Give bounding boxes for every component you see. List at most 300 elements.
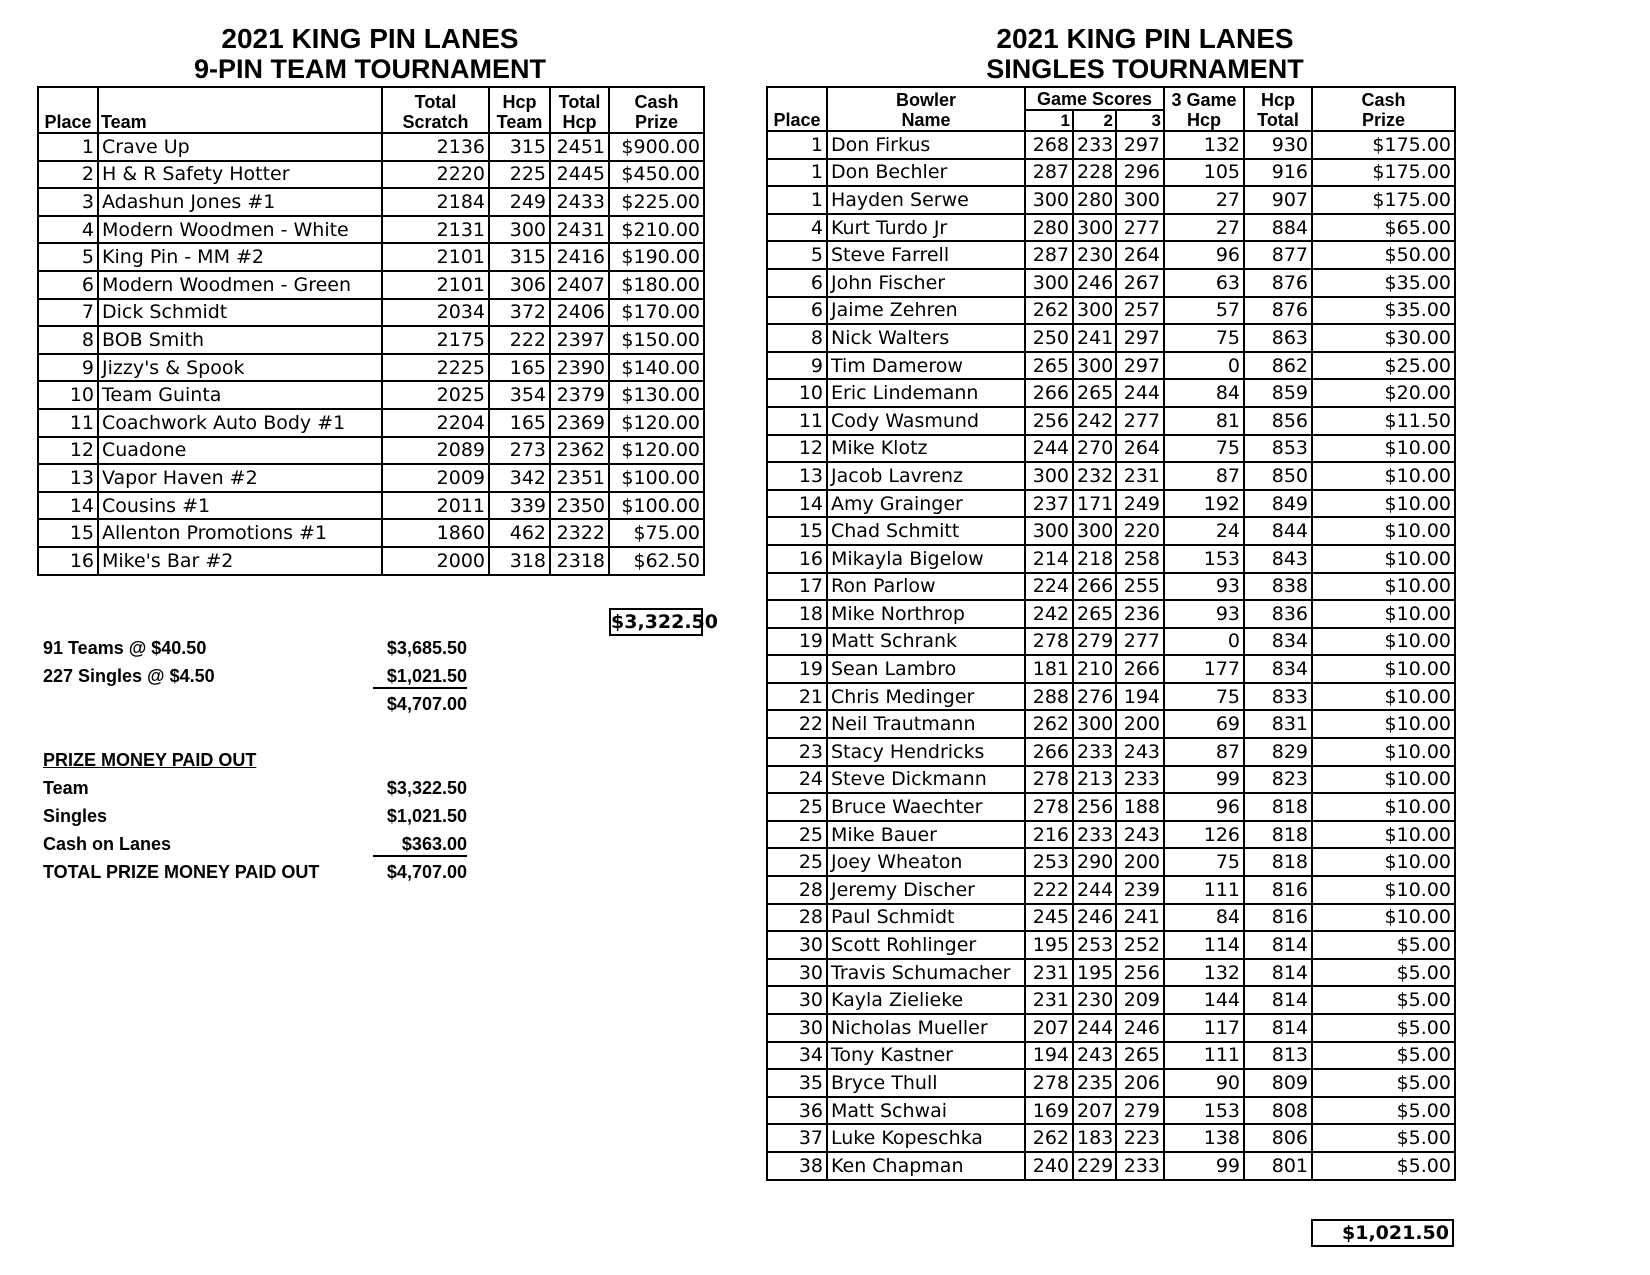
singles-cell-prize: $10.00 [1312,766,1455,794]
singles-cell-g2: 300 [1073,297,1116,325]
singles-cell-place: 6 [767,297,827,325]
team-cell-scratch: 2000 [382,547,489,575]
singles-row [767,131,1455,159]
singles-cell-prize: $10.00 [1312,710,1455,738]
team-cell-team: H & R Safety Hotter [98,161,382,189]
singles-cell-place: 37 [767,1124,827,1152]
team-cell-prize: $120.00 [609,409,704,437]
singles-cell-g2: 195 [1073,959,1116,987]
singles-cell-g3: 300 [1116,186,1164,214]
singles-cell-g2: 300 [1073,710,1116,738]
singles-cell-g1: 300 [1025,186,1073,214]
team-cell-team: Cuadone [98,437,382,465]
singles-cell-name: Ron Parlow [827,573,1025,601]
singles-cell-g1: 231 [1025,986,1073,1014]
singles-cell-g1: 214 [1025,545,1073,573]
singles-cell-g1: 287 [1025,159,1073,187]
singles-cell-hcp: 132 [1164,131,1244,159]
singles-row [767,793,1455,821]
singles-cell-hcp: 24 [1164,517,1244,545]
singles-cell-g2: 265 [1073,379,1116,407]
singles-cell-place: 30 [767,986,827,1014]
team-cell-total: 2369 [550,409,609,437]
singles-cell-prize: $5.00 [1312,1069,1455,1097]
singles-row [767,959,1455,987]
singles-cell-name: Mikayla Bigelow [827,545,1025,573]
team-cell-hcp: 273 [489,437,550,465]
singles-cell-prize: $175.00 [1312,186,1455,214]
singles-cell-hcp: 105 [1164,159,1244,187]
singles-header-cash: Cash Prize [1312,87,1455,131]
singles-cell-g3: 297 [1116,131,1164,159]
summary-singles2-label: Singles [43,806,108,826]
singles-row [767,159,1455,187]
singles-cell-place: 25 [767,793,827,821]
singles-cell-place: 30 [767,959,827,987]
singles-cell-hcp: 111 [1164,876,1244,904]
singles-cell-g2: 218 [1073,545,1116,573]
singles-cell-prize: $10.00 [1312,655,1455,683]
team-cell-team: Team Guinta [98,381,382,409]
singles-cell-hcp: 87 [1164,738,1244,766]
singles-cell-g1: 207 [1025,1014,1073,1042]
singles-cell-g3: 257 [1116,297,1164,325]
singles-cell-g2: 233 [1073,738,1116,766]
team-cell-total: 2351 [550,464,609,492]
team-cell-total: 2407 [550,271,609,299]
singles-cell-g3: 220 [1116,517,1164,545]
singles-cell-prize: $5.00 [1312,1042,1455,1070]
singles-cell-total: 834 [1244,628,1312,656]
singles-cell-prize: $65.00 [1312,214,1455,242]
singles-cell-total: 816 [1244,904,1312,932]
singles-cell-total: 844 [1244,517,1312,545]
team-cell-place: 8 [38,326,98,354]
team-cell-scratch: 2220 [382,161,489,189]
singles-cell-g1: 266 [1025,738,1073,766]
singles-cell-g2: 266 [1073,573,1116,601]
singles-cell-g1: 300 [1025,517,1073,545]
singles-cell-g1: 195 [1025,931,1073,959]
singles-cell-place: 25 [767,848,827,876]
singles-title-line1: 2021 KING PIN LANES [996,23,1294,54]
singles-cell-g1: 222 [1025,876,1073,904]
team-cell-scratch: 2011 [382,492,489,520]
singles-cell-hcp: 63 [1164,269,1244,297]
team-cell-hcp: 339 [489,492,550,520]
team-row [38,464,704,492]
singles-cell-place: 5 [767,241,827,269]
singles-cell-total: 814 [1244,986,1312,1014]
team-cell-prize: $120.00 [609,437,704,465]
singles-cell-hcp: 153 [1164,1097,1244,1125]
singles-cell-name: Travis Schumacher [827,959,1025,987]
team-title [130,24,610,84]
singles-cell-name: Neil Trautmann [827,710,1025,738]
singles-cell-prize: $175.00 [1312,131,1455,159]
singles-cell-g2: 229 [1073,1152,1116,1180]
singles-cell-g3: 264 [1116,241,1164,269]
singles-cell-name: Steve Farrell [827,241,1025,269]
singles-cell-total: 856 [1244,407,1312,435]
singles-row [767,573,1455,601]
singles-cell-hcp: 57 [1164,297,1244,325]
singles-cell-hcp: 69 [1164,710,1244,738]
team-cell-prize: $150.00 [609,326,704,354]
singles-cell-place: 1 [767,131,827,159]
singles-cell-g3: 246 [1116,1014,1164,1042]
singles-cell-total: 850 [1244,462,1312,490]
singles-cell-g3: 249 [1116,490,1164,518]
team-cell-prize: $225.00 [609,188,704,216]
singles-row [767,904,1455,932]
singles-cell-hcp: 75 [1164,435,1244,463]
team-cell-prize: $62.50 [609,547,704,575]
summary-team-label: Team [43,778,89,798]
singles-cell-hcp: 75 [1164,848,1244,876]
singles-cell-prize: $5.00 [1312,1152,1455,1180]
team-cell-total: 2390 [550,354,609,382]
singles-cell-place: 16 [767,545,827,573]
team-cell-total: 2350 [550,492,609,520]
singles-row [767,1069,1455,1097]
singles-cell-place: 18 [767,600,827,628]
singles-cell-hcp: 75 [1164,324,1244,352]
singles-cell-hcp: 96 [1164,793,1244,821]
singles-cell-place: 17 [767,573,827,601]
singles-row [767,435,1455,463]
singles-cell-prize: $10.00 [1312,462,1455,490]
singles-row [767,931,1455,959]
singles-cell-hcp: 144 [1164,986,1244,1014]
singles-cell-g3: 243 [1116,821,1164,849]
singles-cell-g3: 231 [1116,462,1164,490]
singles-cell-prize: $20.00 [1312,379,1455,407]
singles-cell-name: Jeremy Discher [827,876,1025,904]
singles-cell-place: 28 [767,876,827,904]
singles-cell-g2: 230 [1073,986,1116,1014]
team-cell-team: Jizzy's & Spook [98,354,382,382]
singles-cell-name: Tony Kastner [827,1042,1025,1070]
singles-cell-place: 4 [767,214,827,242]
singles-cell-name: Paul Schmidt [827,904,1025,932]
singles-cell-hcp: 192 [1164,490,1244,518]
team-cell-hcp: 165 [489,409,550,437]
singles-cell-total: 818 [1244,821,1312,849]
team-table [37,86,705,576]
singles-cell-total: 831 [1244,710,1312,738]
singles-cell-place: 25 [767,821,827,849]
singles-cell-g1: 194 [1025,1042,1073,1070]
singles-row [767,655,1455,683]
team-cell-scratch: 2204 [382,409,489,437]
singles-cell-hcp: 81 [1164,407,1244,435]
team-header-place: Place [38,87,98,133]
singles-cell-place: 36 [767,1097,827,1125]
summary-singles2-value: $1,021.50 [386,806,467,826]
singles-cell-hcp: 96 [1164,241,1244,269]
team-cell-prize: $190.00 [609,243,704,271]
singles-cell-total: 849 [1244,490,1312,518]
team-cell-prize: $180.00 [609,271,704,299]
singles-cell-name: Luke Kopeschka [827,1124,1025,1152]
singles-cell-prize: $5.00 [1312,959,1455,987]
singles-header-place: Place [767,87,827,131]
singles-row [767,545,1455,573]
singles-cell-g1: 288 [1025,683,1073,711]
singles-cell-g2: 242 [1073,407,1116,435]
singles-cell-place: 1 [767,186,827,214]
singles-cell-prize: $10.00 [1312,738,1455,766]
team-cell-hcp: 165 [489,354,550,382]
team-cell-place: 14 [38,492,98,520]
summary [43,638,503,898]
singles-cell-hcp: 114 [1164,931,1244,959]
singles-cell-total: 876 [1244,269,1312,297]
singles-row [767,848,1455,876]
singles-cell-g3: 233 [1116,766,1164,794]
team-cell-place: 13 [38,464,98,492]
singles-cell-g3: 239 [1116,876,1164,904]
singles-cell-g1: 181 [1025,655,1073,683]
team-row [38,161,704,189]
team-cell-prize: $75.00 [609,519,704,547]
team-row [38,547,704,575]
singles-cell-g3: 188 [1116,793,1164,821]
singles-cell-g2: 233 [1073,131,1116,159]
singles-header-hcp3: 3 Game Hcp [1164,87,1244,131]
singles-cell-g3: 256 [1116,959,1164,987]
team-cell-scratch: 2089 [382,437,489,465]
singles-row [767,1097,1455,1125]
team-row [38,326,704,354]
singles-cell-g3: 277 [1116,628,1164,656]
singles-cell-name: Stacy Hendricks [827,738,1025,766]
singles-title [905,24,1385,84]
singles-cell-prize: $10.00 [1312,821,1455,849]
singles-cell-total: 814 [1244,1014,1312,1042]
team-row [38,354,704,382]
singles-cell-place: 28 [767,904,827,932]
singles-cell-total: 843 [1244,545,1312,573]
team-header-team: Team [98,87,382,133]
singles-cell-g1: 242 [1025,600,1073,628]
singles-cell-place: 19 [767,655,827,683]
singles-cell-name: Sean Lambro [827,655,1025,683]
singles-cell-name: Cody Wasmund [827,407,1025,435]
singles-cell-total: 834 [1244,655,1312,683]
singles-cell-g3: 258 [1116,545,1164,573]
team-cell-prize: $450.00 [609,161,704,189]
team-cell-place: 12 [38,437,98,465]
singles-cell-place: 35 [767,1069,827,1097]
singles-cell-prize: $10.00 [1312,793,1455,821]
team-cell-hcp: 315 [489,133,550,161]
singles-cell-g2: 183 [1073,1124,1116,1152]
singles-cell-prize: $10.00 [1312,628,1455,656]
singles-cell-name: Bruce Waechter [827,793,1025,821]
singles-cell-place: 23 [767,738,827,766]
singles-cell-prize: $175.00 [1312,159,1455,187]
singles-cell-place: 22 [767,710,827,738]
singles-cell-g3: 223 [1116,1124,1164,1152]
singles-cell-g1: 266 [1025,379,1073,407]
singles-prize-total: $1,021.50 [1311,1219,1454,1247]
summary-teams-value: $3,685.50 [386,638,467,658]
singles-cell-total: 907 [1244,186,1312,214]
singles-cell-prize: $25.00 [1312,352,1455,380]
singles-cell-name: Don Firkus [827,131,1025,159]
singles-cell-hcp: 27 [1164,214,1244,242]
singles-cell-g3: 297 [1116,324,1164,352]
singles-cell-g2: 171 [1073,490,1116,518]
singles-cell-prize: $10.00 [1312,490,1455,518]
singles-row [767,352,1455,380]
singles-cell-g1: 268 [1025,131,1073,159]
singles-cell-place: 30 [767,1014,827,1042]
team-row [38,492,704,520]
singles-header-g3: 3 [1116,110,1164,131]
team-cell-scratch: 2101 [382,271,489,299]
singles-cell-g2: 213 [1073,766,1116,794]
singles-row [767,600,1455,628]
singles-cell-name: Tim Damerow [827,352,1025,380]
team-header-cash: Cash Prize [609,87,704,133]
team-cell-prize: $100.00 [609,464,704,492]
singles-header-bowler: Bowler Name [827,87,1025,131]
singles-cell-total: 816 [1244,876,1312,904]
singles-cell-g1: 280 [1025,214,1073,242]
singles-cell-total: 833 [1244,683,1312,711]
singles-cell-name: Mike Bauer [827,821,1025,849]
singles-cell-total: 930 [1244,131,1312,159]
singles-cell-prize: $10.00 [1312,545,1455,573]
singles-cell-name: Eric Lindemann [827,379,1025,407]
singles-cell-g2: 233 [1073,821,1116,849]
team-cell-team: Allenton Promotions #1 [98,519,382,547]
team-cell-hcp: 372 [489,299,550,327]
team-cell-scratch: 2131 [382,216,489,244]
singles-cell-g1: 216 [1025,821,1073,849]
singles-cell-total: 829 [1244,738,1312,766]
singles-cell-g1: 237 [1025,490,1073,518]
team-cell-hcp: 342 [489,464,550,492]
singles-cell-prize: $5.00 [1312,1014,1455,1042]
singles-cell-hcp: 0 [1164,352,1244,380]
singles-cell-g1: 250 [1025,324,1073,352]
singles-cell-name: Bryce Thull [827,1069,1025,1097]
singles-row [767,1014,1455,1042]
singles-cell-g3: 206 [1116,1069,1164,1097]
singles-cell-prize: $11.50 [1312,407,1455,435]
summary-total-label: TOTAL PRIZE MONEY PAID OUT [43,862,320,882]
singles-cell-g2: 244 [1073,876,1116,904]
singles-cell-prize: $10.00 [1312,876,1455,904]
team-title-line1: 2021 KING PIN LANES [221,23,519,54]
singles-cell-g1: 231 [1025,959,1073,987]
singles-cell-g3: 244 [1116,379,1164,407]
team-cell-team: Coachwork Auto Body #1 [98,409,382,437]
team-row [38,216,704,244]
team-row [38,133,704,161]
team-header-scratch: Total Scratch [382,87,489,133]
singles-cell-place: 30 [767,931,827,959]
singles-row [767,324,1455,352]
singles-cell-g1: 278 [1025,793,1073,821]
team-cell-hcp: 318 [489,547,550,575]
singles-cell-g1: 256 [1025,407,1073,435]
singles-cell-name: Matt Schrank [827,628,1025,656]
singles-cell-prize: $10.00 [1312,848,1455,876]
team-cell-hcp: 315 [489,243,550,271]
singles-cell-name: Nick Walters [827,324,1025,352]
team-cell-place: 11 [38,409,98,437]
singles-cell-place: 6 [767,269,827,297]
singles-cell-name: Kayla Zielieke [827,986,1025,1014]
team-cell-scratch: 2136 [382,133,489,161]
singles-cell-g1: 262 [1025,297,1073,325]
singles-cell-g3: 194 [1116,683,1164,711]
singles-cell-g2: 244 [1073,1014,1116,1042]
singles-cell-g2: 243 [1073,1042,1116,1070]
team-cell-team: Crave Up [98,133,382,161]
singles-cell-g1: 244 [1025,435,1073,463]
singles-cell-g2: 246 [1073,904,1116,932]
singles-cell-g2: 300 [1073,352,1116,380]
singles-cell-place: 34 [767,1042,827,1070]
singles-cell-hcp: 84 [1164,379,1244,407]
singles-cell-place: 1 [767,159,827,187]
singles-cell-g3: 296 [1116,159,1164,187]
singles-row [767,379,1455,407]
singles-cell-prize: $5.00 [1312,986,1455,1014]
team-cell-total: 2322 [550,519,609,547]
singles-cell-hcp: 111 [1164,1042,1244,1070]
singles-cell-place: 38 [767,1152,827,1180]
team-cell-scratch: 2175 [382,326,489,354]
singles-cell-g2: 280 [1073,186,1116,214]
team-cell-team: King Pin - MM #2 [98,243,382,271]
singles-cell-name: Mike Northrop [827,600,1025,628]
singles-cell-g3: 265 [1116,1042,1164,1070]
singles-cell-place: 21 [767,683,827,711]
singles-row [767,490,1455,518]
singles-row [767,269,1455,297]
singles-cell-prize: $5.00 [1312,1097,1455,1125]
singles-cell-hcp: 93 [1164,600,1244,628]
singles-cell-g2: 228 [1073,159,1116,187]
team-cell-team: Modern Woodmen - Green [98,271,382,299]
team-row [38,519,704,547]
singles-cell-hcp: 153 [1164,545,1244,573]
team-cell-team: Cousins #1 [98,492,382,520]
singles-cell-g3: 255 [1116,573,1164,601]
summary-paid-heading: PRIZE MONEY PAID OUT [43,750,257,770]
team-cell-place: 5 [38,243,98,271]
singles-row [767,1152,1455,1180]
singles-cell-g3: 277 [1116,214,1164,242]
team-cell-total: 2431 [550,216,609,244]
team-cell-hcp: 354 [489,381,550,409]
singles-cell-total: 818 [1244,793,1312,821]
team-cell-team: Mike's Bar #2 [98,547,382,575]
singles-cell-hcp: 99 [1164,1152,1244,1180]
team-row [38,299,704,327]
singles-cell-g1: 278 [1025,628,1073,656]
singles-row [767,517,1455,545]
singles-cell-g1: 253 [1025,848,1073,876]
singles-cell-g1: 262 [1025,1124,1073,1152]
